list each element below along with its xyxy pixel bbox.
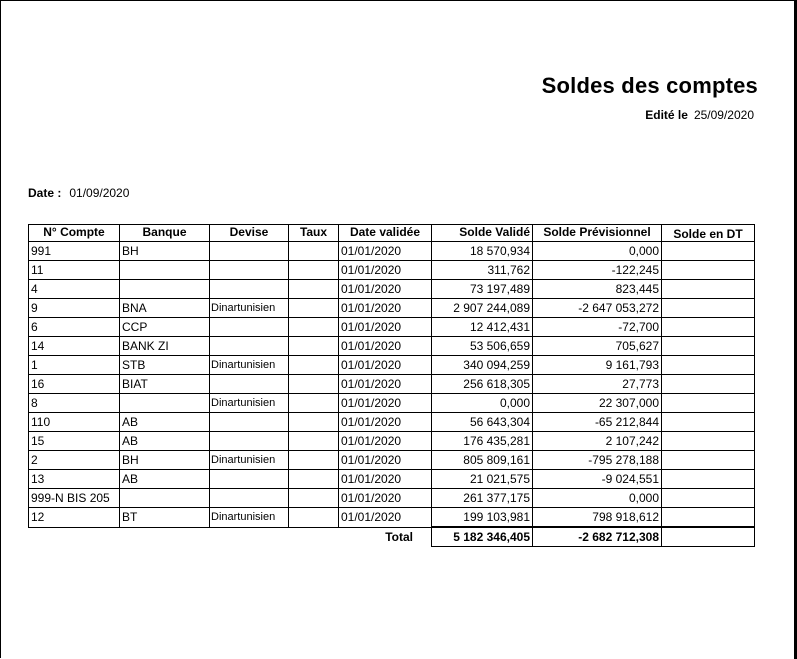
cell-solde-dt <box>662 394 755 413</box>
table-row <box>29 508 755 528</box>
cell-solde-previsionnel: -2 647 053,272 <box>533 299 662 318</box>
header-banque: Banque <box>120 225 210 242</box>
cell-taux <box>289 489 339 508</box>
cell-taux <box>289 508 339 528</box>
cell-banque <box>120 261 210 280</box>
cell-solde-dt <box>662 242 755 261</box>
cell-taux <box>289 394 339 413</box>
table-row <box>29 394 755 413</box>
cell-date-validee: 01/01/2020 <box>339 394 432 413</box>
cell-solde-previsionnel: 2 107,242 <box>533 432 662 451</box>
cell-compte: 16 <box>29 375 120 394</box>
cell-solde-dt <box>662 356 755 375</box>
cell-solde-dt <box>662 261 755 280</box>
cell-solde-valide: 805 809,161 <box>432 451 533 470</box>
cell-taux <box>289 318 339 337</box>
cell-taux <box>289 261 339 280</box>
cell-compte: 110 <box>29 413 120 432</box>
total-solde-previsionnel: -2 682 712,308 <box>533 527 662 547</box>
cell-compte: 4 <box>29 280 120 299</box>
cell-solde-previsionnel: -9 024,551 <box>533 470 662 489</box>
total-solde-valide: 5 182 346,405 <box>432 527 533 547</box>
cell-solde-dt <box>662 489 755 508</box>
cell-date-validee: 01/01/2020 <box>339 337 432 356</box>
cell-solde-dt <box>662 299 755 318</box>
cell-taux <box>289 375 339 394</box>
cell-solde-valide: 256 618,305 <box>432 375 533 394</box>
cell-devise <box>210 489 289 508</box>
table-row <box>29 280 755 299</box>
cell-taux <box>289 413 339 432</box>
cell-solde-valide: 199 103,981 <box>432 508 533 528</box>
header-date-validee: Date validée <box>339 225 432 242</box>
cell-solde-valide: 18 570,934 <box>432 242 533 261</box>
cell-compte: 6 <box>29 318 120 337</box>
cell-devise <box>210 337 289 356</box>
cell-solde-previsionnel: -72,700 <box>533 318 662 337</box>
cell-date-validee: 01/01/2020 <box>339 470 432 489</box>
balances-table <box>28 224 755 547</box>
cell-devise <box>210 318 289 337</box>
cell-compte: 11 <box>29 261 120 280</box>
cell-solde-valide: 261 377,175 <box>432 489 533 508</box>
cell-date-validee: 01/01/2020 <box>339 508 432 528</box>
cell-solde-valide: 56 643,304 <box>432 413 533 432</box>
cell-date-validee: 01/01/2020 <box>339 413 432 432</box>
cell-solde-previsionnel: -122,245 <box>533 261 662 280</box>
cell-date-validee: 01/01/2020 <box>339 280 432 299</box>
cell-devise: Dinartunisien <box>210 394 289 413</box>
cell-banque: BANK ZI <box>120 337 210 356</box>
table-row <box>29 375 755 394</box>
header-devise: Devise <box>210 225 289 242</box>
cell-solde-dt <box>662 413 755 432</box>
report-date-value: 01/09/2020 <box>69 186 130 200</box>
cell-solde-valide: 311,762 <box>432 261 533 280</box>
cell-solde-previsionnel: 0,000 <box>533 489 662 508</box>
table-row <box>29 413 755 432</box>
cell-banque <box>120 394 210 413</box>
cell-taux <box>289 356 339 375</box>
cell-taux <box>289 470 339 489</box>
cell-date-validee: 01/01/2020 <box>339 432 432 451</box>
cell-solde-dt <box>662 508 755 528</box>
cell-banque: STB <box>120 356 210 375</box>
cell-banque: AB <box>120 470 210 489</box>
edit-date-line <box>645 108 754 122</box>
cell-solde-previsionnel: 798 918,612 <box>533 508 662 528</box>
table-row <box>29 318 755 337</box>
table-row <box>29 432 755 451</box>
cell-solde-previsionnel: 823,445 <box>533 280 662 299</box>
cell-date-validee: 01/01/2020 <box>339 299 432 318</box>
cell-compte: 14 <box>29 337 120 356</box>
total-label: Total <box>385 530 413 544</box>
cell-date-validee: 01/01/2020 <box>339 489 432 508</box>
header-solde-valide: Solde Validé <box>432 225 533 242</box>
header-taux: Taux <box>289 225 339 242</box>
cell-banque: BIAT <box>120 375 210 394</box>
cell-taux <box>289 432 339 451</box>
cell-date-validee: 01/01/2020 <box>339 261 432 280</box>
cell-devise <box>210 413 289 432</box>
cell-solde-valide: 21 021,575 <box>432 470 533 489</box>
cell-taux <box>289 299 339 318</box>
cell-compte: 15 <box>29 432 120 451</box>
cell-solde-previsionnel: 9 161,793 <box>533 356 662 375</box>
cell-taux <box>289 337 339 356</box>
cell-compte: 13 <box>29 470 120 489</box>
cell-solde-valide: 12 412,431 <box>432 318 533 337</box>
cell-devise <box>210 242 289 261</box>
report-title: Soldes des comptes <box>541 73 758 98</box>
header-solde-dt: Solde en DT <box>662 225 755 242</box>
cell-devise: Dinartunisien <box>210 356 289 375</box>
cell-banque <box>120 489 210 508</box>
cell-solde-dt <box>662 318 755 337</box>
cell-compte: 9 <box>29 299 120 318</box>
cell-compte: 991 <box>29 242 120 261</box>
cell-banque: CCP <box>120 318 210 337</box>
cell-solde-previsionnel: 22 307,000 <box>533 394 662 413</box>
cell-solde-previsionnel: 27,773 <box>533 375 662 394</box>
cell-date-validee: 01/01/2020 <box>339 451 432 470</box>
cell-devise <box>210 280 289 299</box>
cell-solde-previsionnel: 705,627 <box>533 337 662 356</box>
cell-solde-previsionnel: 0,000 <box>533 242 662 261</box>
table-row <box>29 299 755 318</box>
table-row <box>29 489 755 508</box>
cell-compte: 1 <box>29 356 120 375</box>
cell-solde-dt <box>662 432 755 451</box>
cell-solde-valide: 0,000 <box>432 394 533 413</box>
cell-solde-previsionnel: -65 212,844 <box>533 413 662 432</box>
cell-devise <box>210 470 289 489</box>
cell-devise <box>210 375 289 394</box>
table-row <box>29 261 755 280</box>
total-solde-dt <box>662 527 755 547</box>
cell-banque: AB <box>120 432 210 451</box>
cell-banque: BNA <box>120 299 210 318</box>
cell-solde-valide: 176 435,281 <box>432 432 533 451</box>
table-row <box>29 356 755 375</box>
cell-taux <box>289 242 339 261</box>
cell-date-validee: 01/01/2020 <box>339 375 432 394</box>
cell-solde-dt <box>662 375 755 394</box>
cell-compte: 2 <box>29 451 120 470</box>
cell-solde-dt <box>662 337 755 356</box>
cell-date-validee: 01/01/2020 <box>339 318 432 337</box>
edit-date-label: Edité le <box>645 108 688 122</box>
cell-solde-dt <box>662 470 755 489</box>
report-date-line <box>28 186 129 200</box>
cell-devise: Dinartunisien <box>210 299 289 318</box>
cell-banque: BH <box>120 451 210 470</box>
cell-devise <box>210 432 289 451</box>
cell-devise <box>210 261 289 280</box>
cell-devise: Dinartunisien <box>210 451 289 470</box>
cell-compte: 999-N BIS 205 <box>29 489 120 508</box>
cell-solde-dt <box>662 280 755 299</box>
cell-solde-valide: 73 197,489 <box>432 280 533 299</box>
cell-devise: Dinartunisien <box>210 508 289 528</box>
cell-banque <box>120 280 210 299</box>
table-row <box>29 451 755 470</box>
cell-compte: 12 <box>29 508 120 528</box>
cell-solde-valide: 53 506,659 <box>432 337 533 356</box>
cell-solde-valide: 340 094,259 <box>432 356 533 375</box>
header-solde-previsionnel: Solde Prévisionnel <box>533 225 662 242</box>
cell-date-validee: 01/01/2020 <box>339 356 432 375</box>
cell-banque: BT <box>120 508 210 528</box>
total-row <box>29 527 755 547</box>
cell-date-validee: 01/01/2020 <box>339 242 432 261</box>
cell-taux <box>289 451 339 470</box>
cell-banque: BH <box>120 242 210 261</box>
cell-solde-valide: 2 907 244,089 <box>432 299 533 318</box>
table-row <box>29 470 755 489</box>
table-header-row <box>29 225 755 242</box>
cell-compte: 8 <box>29 394 120 413</box>
header-compte: N° Compte <box>29 225 120 242</box>
table-row <box>29 242 755 261</box>
edit-date-value: 25/09/2020 <box>693 108 754 122</box>
cell-banque: AB <box>120 413 210 432</box>
table-row <box>29 337 755 356</box>
report-date-label: Date : <box>28 186 62 200</box>
cell-solde-previsionnel: -795 278,188 <box>533 451 662 470</box>
cell-solde-dt <box>662 451 755 470</box>
cell-taux <box>289 280 339 299</box>
